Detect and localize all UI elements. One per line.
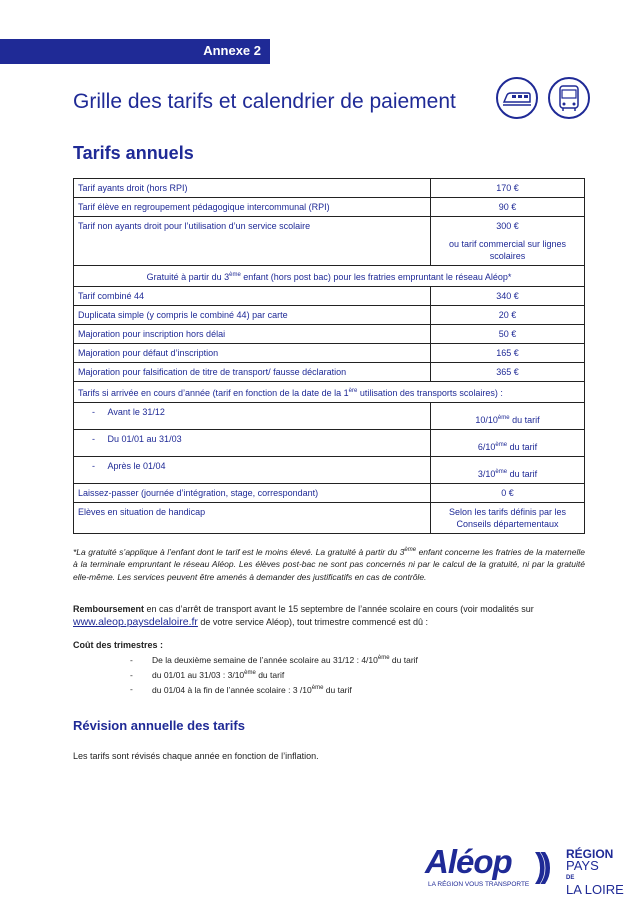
- table-label-cell: Tarif ayants droit (hors RPI): [74, 179, 431, 198]
- table-row: [74, 382, 585, 403]
- region-line3: DE: [566, 875, 575, 881]
- list-item: - De la deuxième semaine de l’année scolaire au 31/12 : 4/10ème du tarif: [130, 654, 418, 665]
- revision-title: Révision annuelle des tarifs: [73, 718, 245, 733]
- table-row: [74, 363, 585, 382]
- table-label-cell: Laissez-passer (journée d’intégration, stage, correspondant): [74, 484, 431, 503]
- table-price-cell: 90 €: [431, 198, 585, 217]
- table-row: [74, 325, 585, 344]
- table-label-cell: Majoration pour défaut d’inscription: [74, 344, 431, 363]
- table-row: [74, 344, 585, 363]
- aleop-logo: [425, 843, 546, 888]
- table-row: [74, 217, 585, 266]
- table-price-cell: Selon les tarifs définis par les Conseils départementaux: [431, 503, 585, 534]
- table-label-cell: Elèves en situation de handicap: [74, 503, 431, 534]
- train-icon: [495, 76, 539, 120]
- logo-tagline: LA RÉGION VOUS TRANSPORTE: [428, 881, 530, 888]
- table-price-cell: 3/10ème du tarif: [431, 457, 585, 484]
- table-row: [74, 266, 585, 287]
- region-logo: [566, 848, 624, 896]
- table-label-cell: Tarif non ayants droit pour l’utilisation d’un service scolaire: [74, 217, 431, 266]
- table-row: [74, 198, 585, 217]
- table-label-cell: - Avant le 31/12: [74, 403, 431, 430]
- bus-icon: [547, 76, 591, 120]
- aleop-link[interactable]: www.aleop.paysdelaloire.fr: [73, 616, 198, 628]
- table-span-cell: Tarifs si arrivée en cours d’année (tarif en fonction de la date de la 1ère utilisation des transports scolaires) :: [74, 382, 585, 403]
- annex-banner: [0, 39, 270, 64]
- table-price-cell: 165 €: [431, 344, 585, 363]
- table-label-cell: - Après le 01/04: [74, 457, 431, 484]
- table-price-cell: 10/10ème du tarif: [431, 403, 585, 430]
- table-row: [74, 457, 585, 484]
- region-line2: PAYS: [566, 858, 599, 873]
- region-line4: LA LOIRE: [566, 882, 624, 897]
- revision-text: Les tarifs sont révisés chaque année en fonction de l’inflation.: [73, 751, 319, 761]
- table-label-cell: Majoration pour inscription hors délai: [74, 325, 431, 344]
- table-row: [74, 403, 585, 430]
- table-row: [74, 484, 585, 503]
- logo-marks: )): [535, 847, 546, 885]
- table-price-cell: 50 €: [431, 325, 585, 344]
- page-title: Grille des tarifs et calendrier de paiement: [73, 90, 456, 113]
- footnote: *La gratuité s’applique à l’enfant dont le tarif est le moins élevé. La gratuité à partir du 3ème enfant concerne les fratries de la maternelle à la terminale empruntant le réseau Aléop. Les élèves post-bac ne sont pas concernés ni par le calcul de la gratuité, ni par la gratuité elle-même. Les services peuvent être amenés à demander des justificatifs en cas de contrôle.: [73, 546, 585, 582]
- table-label-cell: Tarif élève en regroupement pédagogique intercommunal (RPI): [74, 198, 431, 217]
- annex-label: Annexe 2: [203, 43, 261, 58]
- list-item: - du 01/01 au 31/03 : 3/10ème du tarif: [130, 669, 285, 680]
- refund-paragraph: Remboursement en cas d’arrêt de transport avant le 15 septembre de l’année scolaire en cours (voir modalités sur www.aleop.paysdelaloire.fr de votre service Aléop), tout trimestre commencé est dû :: [73, 604, 534, 628]
- table-label-cell: - Du 01/01 au 31/03: [74, 430, 431, 457]
- logo-wordmark: Aléop: [425, 843, 512, 880]
- table-label-cell: Tarif combiné 44: [74, 287, 431, 306]
- costs-title: Coût des trimestres :: [73, 640, 164, 650]
- table-price-cell: 6/10ème du tarif: [431, 430, 585, 457]
- table-row: [74, 179, 585, 198]
- tarifs-table: [73, 178, 585, 534]
- table-row: [74, 503, 585, 534]
- table-label-cell: Majoration pour falsification de titre de transport/ fausse déclaration: [74, 363, 431, 382]
- table-price-cell: 365 €: [431, 363, 585, 382]
- table-price-cell: 20 €: [431, 306, 585, 325]
- table-price-cell: 170 €: [431, 179, 585, 198]
- table-span-cell: Gratuité à partir du 3ème enfant (hors post bac) pour les fratries empruntant le réseau Aléop*: [74, 266, 585, 287]
- table-price-cell: 0 €: [431, 484, 585, 503]
- costs-list: [130, 652, 418, 696]
- table-row: [74, 287, 585, 306]
- region-line1: RÉGION: [566, 847, 614, 861]
- list-item: - du 01/04 à la fin de l’année scolaire : 3 /10ème du tarif: [130, 684, 352, 695]
- table-price-cell: 340 €: [431, 287, 585, 306]
- section-title-tarifs: Tarifs annuels: [73, 143, 194, 163]
- table-row: [74, 430, 585, 457]
- table-label-cell: Duplicata simple (y compris le combiné 44) par carte: [74, 306, 431, 325]
- table-row: [74, 306, 585, 325]
- table-price-cell: 300 € ou tarif commercial sur lignes scolaires: [431, 217, 585, 266]
